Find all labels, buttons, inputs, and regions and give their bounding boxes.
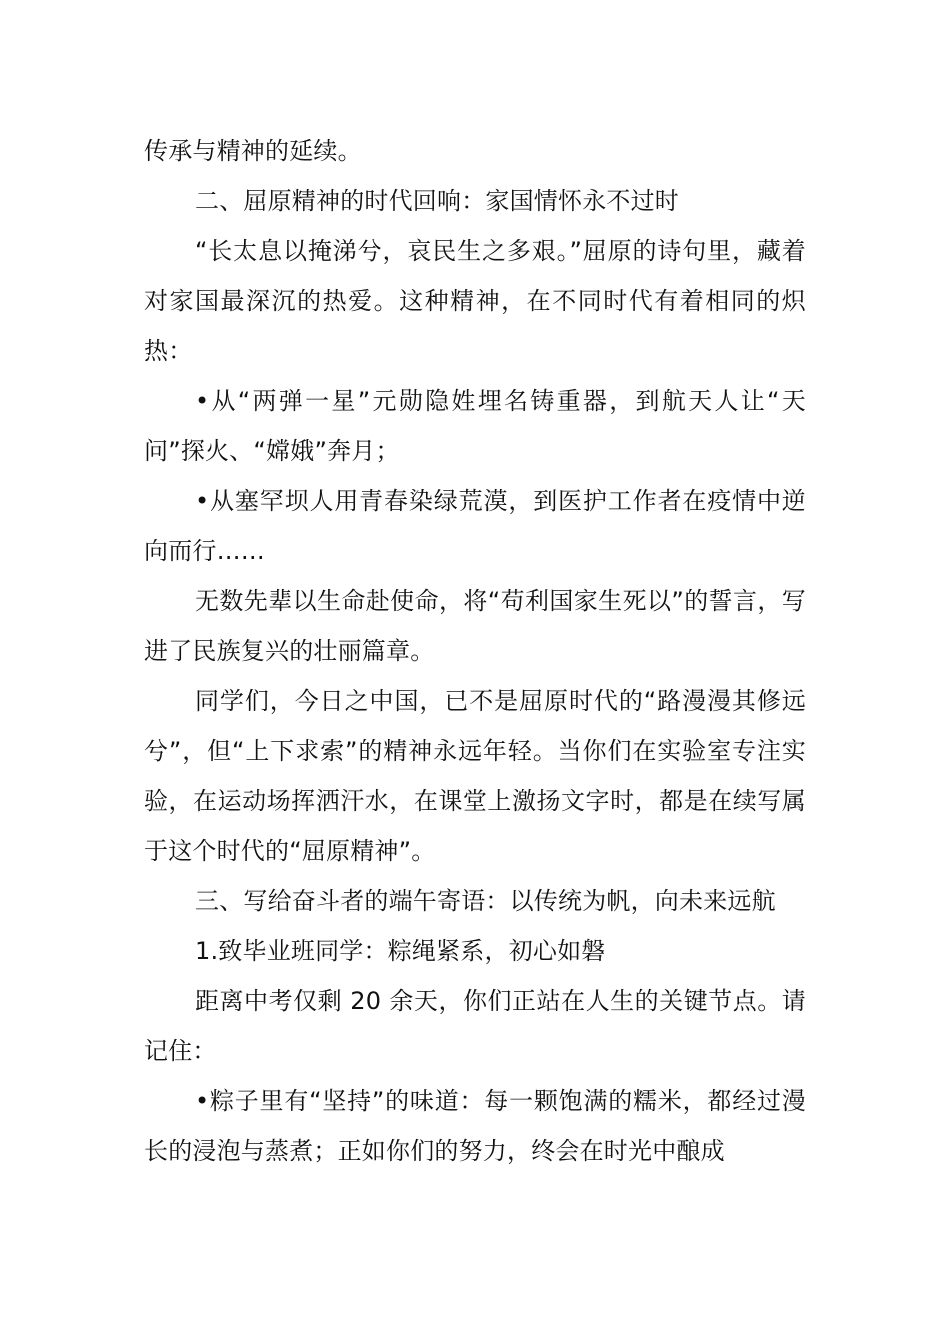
paragraph-exam: 距离中考仅剩 20 余天，你们正站在人生的关键节点。请记住： xyxy=(144,987,806,1065)
document-body xyxy=(144,126,806,1176)
paragraph-pioneers: 无数先辈以生命赴使命，将“苟利国家生死以”的誓言，写进了民族复兴的壮丽篇章。 xyxy=(144,587,806,665)
paragraph-students: 同学们，今日之中国，已不是屈原时代的“路漫漫其修远兮”，但“上下求索”的精神永远年轻。当你们在实验室专注实验，在运动场挥洒汗水，在课堂上激扬文字时，都是在续写属于这个时代的“屈原精神”。 xyxy=(144,687,806,865)
section-heading-3: 三、写给奋斗者的端午寄语：以传统为帆，向未来远航 xyxy=(195,887,776,915)
section-heading-2: 二、屈原精神的时代回响：家国情怀永不过时 xyxy=(195,187,679,215)
bullet-item-3: •粽子里有“坚持”的味道：每一颗饱满的糯米，都经过漫长的浸泡与蒸煮；正如你们的努力，终会在时光中酿成 xyxy=(144,1087,806,1165)
bullet-item-2: •从塞罕坝人用青春染绿荒漠，到医护工作者在疫情中逆向而行…… xyxy=(144,487,806,565)
bullet-item-1: •从“两弹一星”元勋隐姓埋名铸重器，到航天人让“天问”探火、“嫦娥”奔月； xyxy=(144,387,806,465)
subheading-graduates: 1.致毕业班同学：粽绳紧系，初心如磐 xyxy=(195,937,606,965)
paragraph-quote: “长太息以掩涕兮，哀民生之多艰。”屈原的诗句里，藏着对家国最深沉的热爱。这种精神，在不同时代有着相同的炽热： xyxy=(144,237,806,365)
paragraph-continuation: 传承与精神的延续。 xyxy=(144,137,362,165)
